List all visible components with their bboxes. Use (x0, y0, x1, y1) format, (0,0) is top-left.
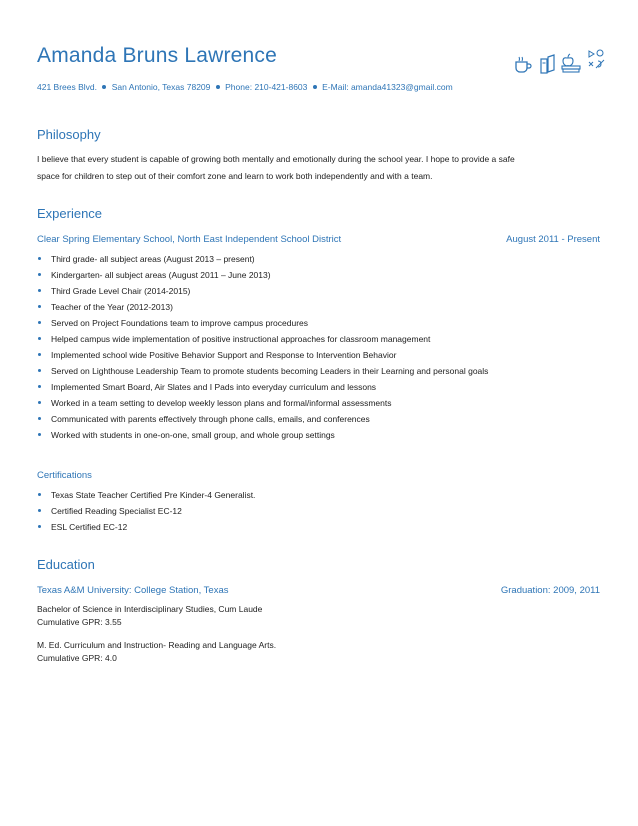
education-school: Texas A&M University: College Station, Texas (37, 585, 229, 596)
list-item (37, 331, 602, 347)
candidate-name: Amanda Bruns Lawrence (37, 44, 277, 67)
education-graduation: Graduation: 2009, 2011 (500, 585, 600, 596)
list-item (37, 487, 602, 503)
philosophy-line: space for children to step out of their comfort zone and learn to work both independently and with a team. (37, 171, 433, 181)
list-item (37, 315, 602, 331)
experience-heading: Experience (37, 206, 103, 221)
list-item-text: Worked in a team setting to develop weekly lesson plans and formal/informal assessments (51, 398, 392, 408)
list-item-text: Certified Reading Specialist EC-12 (51, 506, 182, 516)
degree-line: M. Ed. Curriculum and Instruction- Reading and Language Arts. (37, 640, 277, 650)
list-item-text: Implemented Smart Board, Air Slates and I Pads into everyday curriculum and lessons (51, 382, 377, 392)
header-decoration-icons (514, 48, 606, 76)
list-item (37, 411, 602, 427)
bullet-icon (38, 353, 41, 356)
bullet-icon (38, 385, 41, 388)
separator-dot (313, 85, 317, 89)
books-icon (540, 53, 556, 74)
philosophy-line: I believe that every student is capable of growing both mentally and emotionally during the school year. I hope to provide a safe (37, 154, 515, 164)
bullet-icon (38, 417, 41, 420)
list-item-text: Implemented school wide Positive Behavior Support and Response to Intervention Behavior (51, 350, 397, 360)
gpa-line: Cumulative GPR: 3.55 (37, 617, 122, 627)
bullet-icon (38, 321, 41, 324)
list-item-text: Kindergarten- all subject areas (August 2011 – June 2013) (51, 270, 271, 280)
separator-dot (102, 85, 106, 89)
degree-line: Bachelor of Science in Interdisciplinary Studies, Cum Laude (37, 604, 263, 614)
coffee-cup-icon (514, 56, 534, 74)
list-item (37, 283, 602, 299)
email: E-Mail: amanda41323@gmail.com (322, 82, 453, 92)
city: San Antonio, Texas 78209 (111, 82, 211, 92)
experience-employer: Clear Spring Elementary School, North East Independent School District (37, 234, 342, 245)
address: 421 Brees Blvd. (37, 82, 98, 92)
apple-books-icon (560, 50, 582, 74)
list-item (37, 379, 602, 395)
list-item (37, 267, 602, 283)
bullet-icon (38, 337, 41, 340)
education-heading: Education (37, 557, 95, 572)
certifications-heading: Certifications (37, 470, 92, 481)
contact-line (37, 82, 453, 92)
list-item (37, 519, 602, 535)
bullet-icon (38, 525, 41, 528)
bullet-icon (38, 401, 41, 404)
list-item-text: ESL Certified EC-12 (51, 522, 128, 532)
experience-list (37, 251, 602, 443)
list-item-text: Texas State Teacher Certified Pre Kinder-4 Generalist. (51, 490, 256, 500)
list-item-text: Worked with students in one-on-one, small group, and whole group settings (51, 430, 335, 440)
school-supplies-icon (586, 48, 606, 72)
gpa-line: Cumulative GPR: 4.0 (37, 653, 117, 663)
bullet-icon (38, 305, 41, 308)
list-item (37, 395, 602, 411)
list-item-text: Third Grade Level Chair (2014-2015) (51, 286, 191, 296)
philosophy-text (37, 151, 602, 185)
list-item (37, 347, 602, 363)
bullet-icon (38, 257, 41, 260)
list-item (37, 503, 602, 519)
bullet-icon (38, 493, 41, 496)
bullet-icon (38, 433, 41, 436)
bullet-icon (38, 369, 41, 372)
bullet-icon (38, 509, 41, 512)
certifications-list (37, 487, 602, 535)
bullet-icon (38, 273, 41, 276)
phone: Phone: 210-421-8603 (225, 82, 308, 92)
list-item-text: Helped campus wide implementation of positive instructional approaches for classroom management (51, 334, 431, 344)
list-item-text: Communicated with parents effectively through phone calls, emails, and conferences (51, 414, 370, 424)
list-item-text: Served on Lighthouse Leadership Team to promote students becoming Leaders in their Learning and personal goals (51, 366, 489, 376)
list-item-text: Served on Project Foundations team to improve campus procedures (51, 318, 309, 328)
list-item (37, 251, 602, 267)
list-item-text: Teacher of the Year (2012-2013) (51, 302, 173, 312)
list-item-text: Third grade- all subject areas (August 2013 – present) (51, 254, 255, 264)
bullet-icon (38, 289, 41, 292)
experience-dates: August 2011 - Present (506, 234, 600, 245)
list-item (37, 299, 602, 315)
separator-dot (216, 85, 220, 89)
list-item (37, 427, 602, 443)
philosophy-heading: Philosophy (37, 127, 101, 142)
list-item (37, 363, 602, 379)
